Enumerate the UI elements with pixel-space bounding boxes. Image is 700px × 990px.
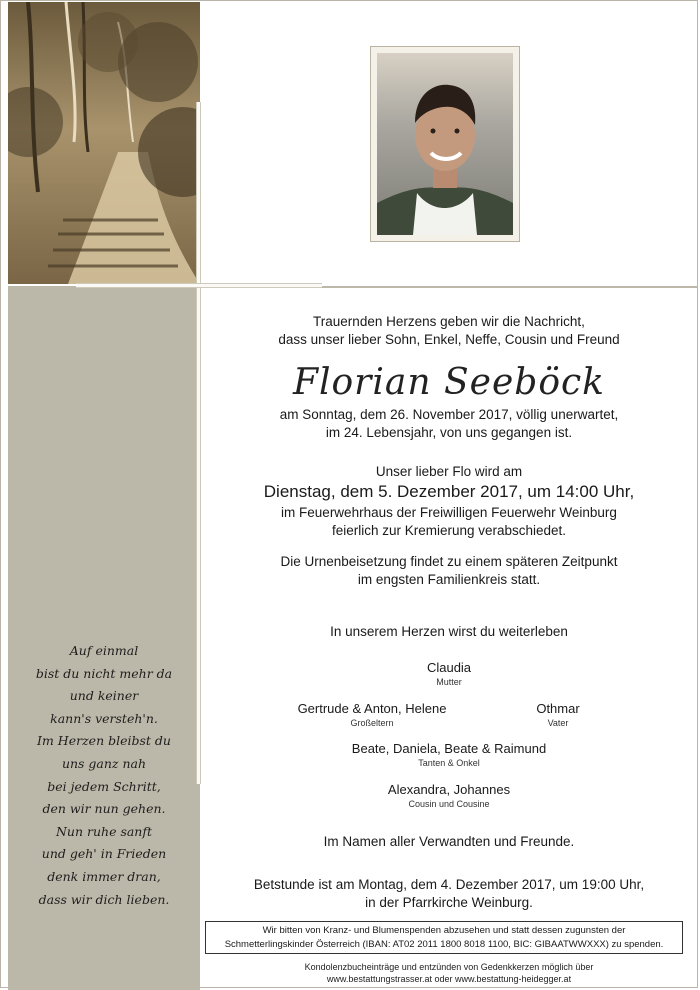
intro-line-1: Trauernden Herzens geben wir die Nachricht,: [313, 314, 585, 329]
forest-path-photo: [8, 2, 200, 284]
footer-links[interactable]: www.bestattungstrasser.at oder www.bestattung-heidegger.at: [326, 974, 572, 984]
mourner-relation: Mutter: [436, 677, 462, 687]
urn-line-1: Die Urnenbeisetzung findet zu einem späteren Zeitpunkt: [280, 554, 618, 569]
memorial-poem: [20, 640, 188, 911]
farewell-line-3: im Feuerwehrhaus der Freiwilligen Feuerwehr Weinburg: [281, 505, 617, 520]
donation-line-1: Wir bitten von Kranz- und Blumenspenden abzusehen und statt dessen zugunsten der: [262, 925, 626, 936]
death-line-2: im 24. Lebensjahr, von uns gegangen ist.: [325, 425, 573, 440]
urn-line-2: im engsten Familienkreis statt.: [357, 572, 541, 587]
farewell-line-4: feierlich zur Kremierung verabschiedet.: [331, 523, 567, 538]
closing-line: Im Namen aller Verwandten und Freunde.: [323, 834, 575, 849]
poem-line: bist du nicht mehr da: [35, 665, 173, 681]
mourner-names: Gertrude & Anton, Helene: [297, 701, 447, 716]
mourner-names: Othmar: [536, 701, 580, 716]
mourner-names: Beate, Daniela, Beate & Raimund: [351, 741, 547, 756]
poem-line: denk immer dran,: [47, 868, 161, 884]
mourner-relation: Vater: [547, 718, 569, 728]
poem-line: dass wir dich lieben.: [38, 891, 170, 907]
mourner-relation: Cousin und Cousine: [408, 799, 490, 809]
mourner-names: Alexandra, Johannes: [387, 782, 511, 797]
intro-line-2: dass unser lieber Sohn, Enkel, Neffe, Cousin und Freund: [278, 332, 620, 347]
poem-line: Auf einmal: [69, 643, 139, 658]
mourner-relation: Tanten & Onkel: [418, 758, 480, 768]
footer-line-1: Kondolenzbucheinträge und entzünden von Gedenkkerzen möglich über: [304, 962, 594, 972]
prayer-line-2: in der Pfarrkirche Weinburg.: [365, 895, 533, 910]
donation-line-2: Schmetterlingskinder Österreich (IBAN: AT02 2011 1800 8018 1100, BIC: GIBAATWWXXX) zu spenden.: [224, 939, 664, 950]
poem-line: den wir nun gehen.: [42, 801, 166, 817]
farewell-date: Dienstag, dem 5. Dezember 2017, um 14:00 Uhr,: [263, 482, 635, 501]
poem-line: uns ganz nah: [61, 755, 147, 771]
mourners-heading: In unserem Herzen wirst du weiterleben: [330, 624, 568, 639]
poem-line: Im Herzen bleibst du: [37, 733, 171, 749]
poem-line: und geh' in Frieden: [41, 846, 167, 862]
farewell-line-1: Unser lieber Flo wird am: [375, 464, 523, 479]
poem-line: bei jedem Schritt,: [47, 778, 161, 794]
deceased-name: Florian Seeböck: [293, 362, 605, 403]
mourner-relation: Großeltern: [350, 718, 394, 728]
mourner-names: Claudia: [426, 660, 472, 675]
footer: [200, 961, 698, 985]
prayer-line-1: Betstunde ist am Montag, dem 4. Dezember 2017, um 19:00 Uhr,: [253, 877, 645, 892]
death-line-1: am Sonntag, dem 26. November 2017, völlig unerwartet,: [279, 407, 619, 422]
donation-notice: [205, 921, 683, 954]
poem-line: kann's versteh'n.: [50, 710, 158, 726]
main-content: [200, 0, 698, 990]
poem-line: und keiner: [69, 688, 139, 704]
poem-line: Nun ruhe sanft: [55, 823, 153, 839]
